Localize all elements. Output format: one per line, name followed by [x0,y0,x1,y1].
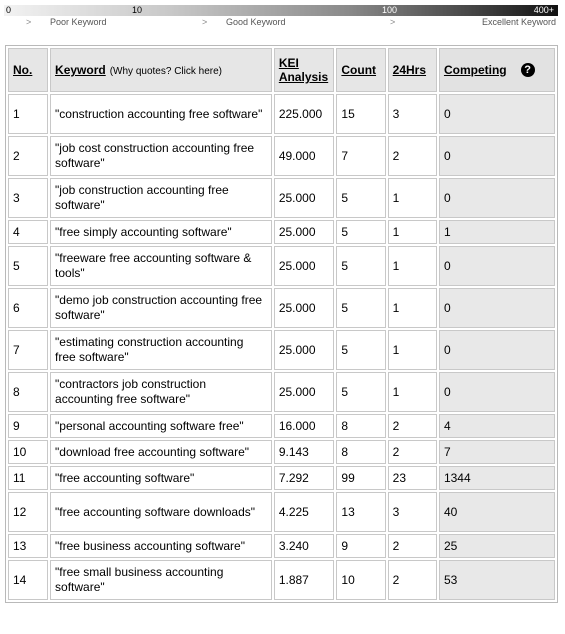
row-number: 1 [8,94,48,134]
row-keyword: "free accounting software downloads" [50,492,272,532]
table-row [8,372,555,412]
row-kei-value: 25.000 [274,372,335,412]
row-keyword: "freeware free accounting software & tools" [50,246,272,286]
scale-tick-0: 0 [6,5,12,15]
table-row [8,246,555,286]
row-competing: 0 [439,178,555,218]
row-keyword: "free small business accounting software" [50,560,272,600]
column-header-24hrs[interactable]: 24Hrs [388,48,437,92]
row-keyword: "contractors job construction accounting free software" [50,372,272,412]
row-count: 5 [336,330,385,370]
keyword-sort-link[interactable]: Keyword [55,63,106,77]
row-keyword: "download free accounting software" [50,440,272,464]
row-competing: 53 [439,560,555,600]
row-count: 99 [336,466,385,490]
row-number: 5 [8,246,48,286]
scale-arrow: > [26,17,32,27]
row-kei-value: 225.000 [274,94,335,134]
kei-scale-legend [4,5,558,29]
row-24hrs: 23 [388,466,437,490]
row-competing: 40 [439,492,555,532]
row-24hrs: 1 [388,178,437,218]
keyword-table [5,45,558,603]
why-quotes-link[interactable]: (Why quotes? Click here) [109,66,222,77]
row-kei-value: 7.292 [274,466,335,490]
row-count: 13 [336,492,385,532]
row-count: 7 [336,136,385,176]
row-competing: 0 [439,136,555,176]
row-number: 14 [8,560,48,600]
table-row [8,560,555,600]
scale-label-good: Good Keyword [226,17,286,27]
row-kei-value: 25.000 [274,220,335,244]
row-count: 8 [336,414,385,438]
row-24hrs: 1 [388,288,437,328]
row-competing: 25 [439,534,555,558]
kei-gradient-bar [4,5,558,16]
row-24hrs: 2 [388,560,437,600]
row-count: 5 [336,288,385,328]
row-count: 5 [336,220,385,244]
table-row [8,330,555,370]
row-kei-value: 25.000 [274,178,335,218]
column-header-no[interactable]: No. [8,48,48,92]
scale-arrow: > [390,17,396,27]
row-24hrs: 1 [388,246,437,286]
row-number: 10 [8,440,48,464]
row-count: 5 [336,372,385,412]
row-24hrs: 3 [388,94,437,134]
row-keyword: "job cost construction accounting free software" [50,136,272,176]
table-row [8,466,555,490]
row-number: 4 [8,220,48,244]
row-kei-value: 25.000 [274,330,335,370]
table-row [8,220,555,244]
row-number: 2 [8,136,48,176]
row-count: 5 [336,246,385,286]
row-keyword: "construction accounting free software" [50,94,272,134]
row-keyword: "demo job construction accounting free software" [50,288,272,328]
table-row [8,288,555,328]
row-competing: 0 [439,94,555,134]
table-row [8,136,555,176]
row-24hrs: 1 [388,220,437,244]
row-kei-value: 49.000 [274,136,335,176]
table-row [8,178,555,218]
row-count: 10 [336,560,385,600]
row-kei-value: 25.000 [274,246,335,286]
row-keyword: "personal accounting software free" [50,414,272,438]
scale-tick-400: 400+ [533,5,554,15]
table-row [8,492,555,532]
row-keyword: "estimating construction accounting free software" [50,330,272,370]
row-count: 5 [336,178,385,218]
table-row [8,440,555,464]
row-number: 3 [8,178,48,218]
column-header-count[interactable]: Count [336,48,385,92]
row-24hrs: 2 [388,136,437,176]
row-kei-value: 16.000 [274,414,335,438]
row-keyword: "free business accounting software" [50,534,272,558]
row-24hrs: 2 [388,414,437,438]
row-competing: 0 [439,288,555,328]
row-competing: 1344 [439,466,555,490]
table-row [8,414,555,438]
row-number: 9 [8,414,48,438]
row-keyword: "free accounting software" [50,466,272,490]
table-row [8,94,555,134]
scale-tick-10: 10 [132,5,143,15]
row-number: 11 [8,466,48,490]
column-header-keyword[interactable] [50,48,272,92]
row-competing: 1 [439,220,555,244]
row-number: 7 [8,330,48,370]
row-count: 9 [336,534,385,558]
scale-arrow: > [202,17,208,27]
row-competing: 4 [439,414,555,438]
row-keyword: "job construction accounting free software" [50,178,272,218]
help-icon[interactable]: ? [521,63,535,77]
row-number: 13 [8,534,48,558]
row-number: 8 [8,372,48,412]
table-row [8,534,555,558]
row-24hrs: 1 [388,372,437,412]
row-number: 12 [8,492,48,532]
row-kei-value: 4.225 [274,492,335,532]
row-competing: 0 [439,330,555,370]
row-kei-value: 25.000 [274,288,335,328]
row-kei-value: 9.143 [274,440,335,464]
scale-tick-100: 100 [382,5,398,15]
row-kei-value: 3.240 [274,534,335,558]
row-count: 15 [336,94,385,134]
row-count: 8 [336,440,385,464]
row-24hrs: 2 [388,534,437,558]
row-competing: 0 [439,246,555,286]
row-24hrs: 2 [388,440,437,464]
row-number: 6 [8,288,48,328]
row-kei-value: 1.887 [274,560,335,600]
row-keyword: "free simply accounting software" [50,220,272,244]
table-header-row [8,48,555,92]
column-header-kei[interactable]: KEI Analysis [274,48,335,92]
scale-label-poor: Poor Keyword [50,17,107,27]
row-competing: 7 [439,440,555,464]
scale-label-excellent: Excellent Keyword [481,17,556,27]
row-competing: 0 [439,372,555,412]
column-header-competing[interactable]: Competing ? [439,48,555,92]
row-24hrs: 3 [388,492,437,532]
row-24hrs: 1 [388,330,437,370]
